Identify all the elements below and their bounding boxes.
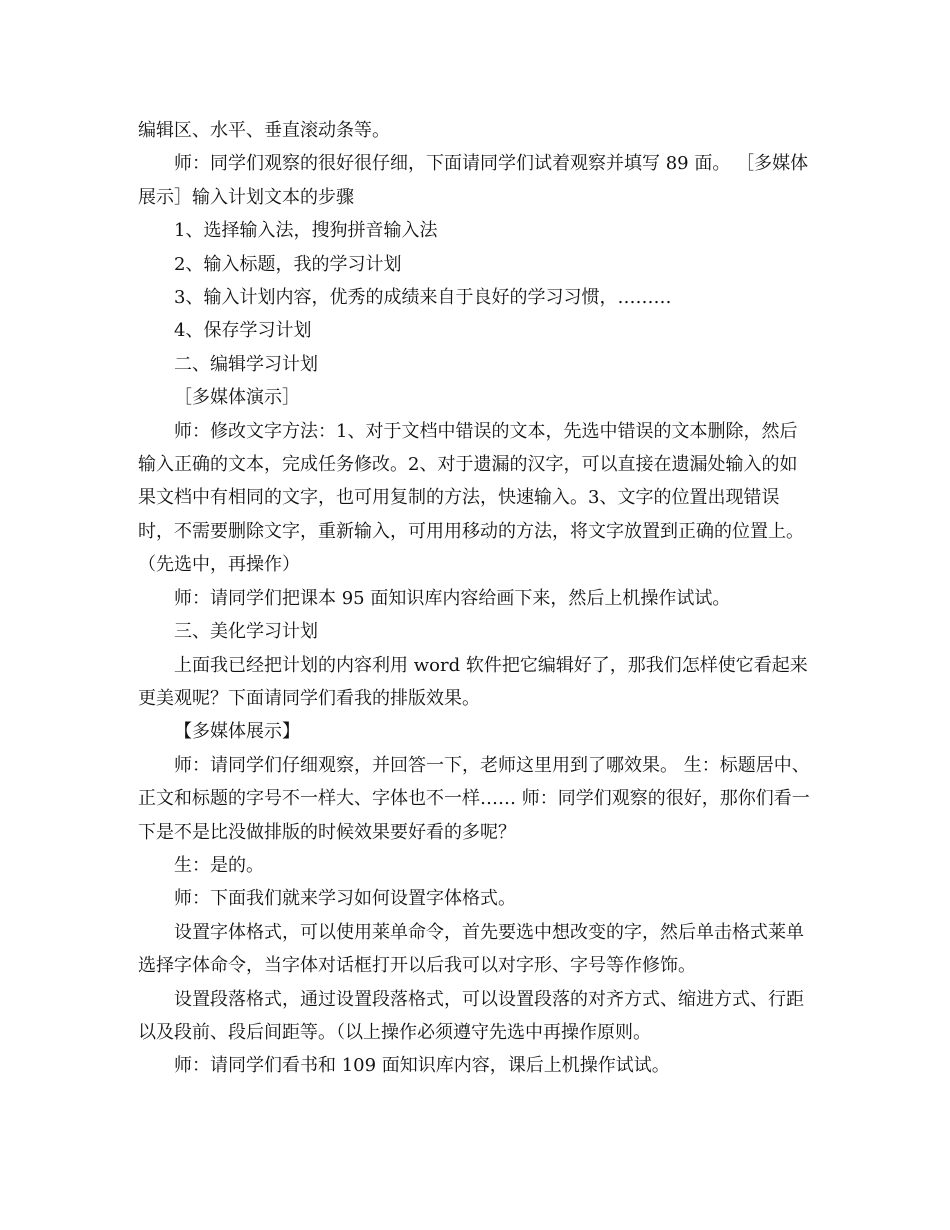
- paragraph-edit-methods: 师：修改文字方法：1、对于文档中错误的文本，先选中错误的文本删除，然后输入正确的文本，完成任务修改。2、对于遗漏的汉字，可以直接在遗漏处输入的如果文档中有相同的文字，也可用复制的方法，快速输入。3、文字的位置出现错误时，不需要删除文字，重新输入，可用用移动的方法，将文字放置到正确的位置上。（先选中，再操作）: [138, 420, 804, 576]
- multimedia-show-label: 【多媒体展示】: [174, 721, 300, 743]
- paragraph-student-yes: 生：是的。: [174, 854, 264, 876]
- paragraph-font-format-intro: 师：下面我们就来学习如何设置字体格式。: [174, 888, 516, 910]
- section-heading-beautify: 三、美化学习计划: [174, 621, 318, 643]
- paragraph-step-1: 1、选择输入法，搜狗拼音输入法: [174, 220, 438, 242]
- paragraph-scroll-bars: 编辑区、水平、垂直滚动条等。: [138, 120, 390, 141]
- paragraph-observe-effects: 师：请同学们仔细观察，并回答一下，老师这里用到了哪效果。 生：标题居中、正文和标题的字号不一样大、字体也不一样…… 师：同学们观察的很好，那你们看一下是不是比没做排版的时候效果要好看的多呢？: [138, 754, 810, 843]
- paragraph-step-4: 4、保存学习计划: [174, 320, 312, 342]
- paragraph-layout-effect: 上面我已经把计划的内容利用 word 软件把它编辑好了，那我们怎样使它看起来更美观呢？下面请同学们看我的排版效果。: [138, 654, 808, 709]
- paragraph-step-2: 2、输入标题，我的学习计划: [174, 253, 402, 275]
- paragraph-paragraph-format: 设置段落格式，通过设置段落格式，可以设置段落的对齐方式、缩进方式、行距以及段前、段后间距等。（以上操作必须遵守先选中再操作原则。: [138, 988, 804, 1043]
- document-body: [138, 114, 814, 1083]
- multimedia-demo-label: ［多媒体演示］: [174, 387, 300, 409]
- paragraph-textbook-109: 师：请同学们看书和 109 面知识库内容，课后上机操作试试。: [174, 1055, 670, 1077]
- paragraph-font-format: 设置字体格式，可以使用莱单命令，首先要选中想改变的字，然后单击格式莱单选择字体命令，当字体对话框打开以后我可以对字形、字号等作修饰。: [138, 921, 804, 977]
- paragraph-teacher-observe: 师：同学们观察的很好很仔细，下面请同学们试着观察并填写 89 面。 ［多媒体展示］输入计划文本的步骤: [138, 153, 809, 208]
- paragraph-textbook-95: 师：请同学们把课本 95 面知识库内容给画下来，然后上机操作试试。: [174, 587, 731, 609]
- paragraph-step-3: 3、输入计划内容，优秀的成绩来自于良好的学习习惯，………: [174, 287, 672, 309]
- section-heading-edit: 二、编辑学习计划: [174, 353, 318, 375]
